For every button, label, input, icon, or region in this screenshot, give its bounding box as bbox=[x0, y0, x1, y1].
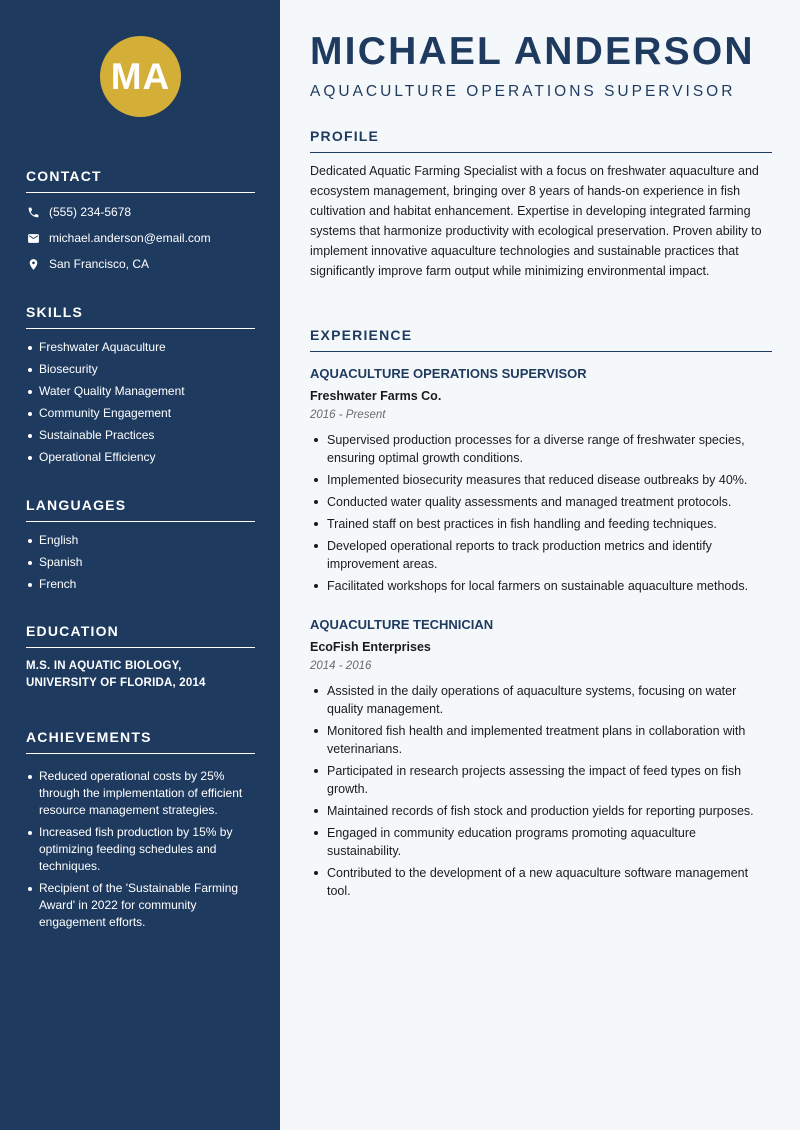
job-title: AQUACULTURE TECHNICIAN bbox=[310, 617, 494, 632]
language-item: French bbox=[26, 576, 255, 593]
contact-location: San Francisco, CA bbox=[49, 257, 150, 271]
education-section bbox=[26, 623, 255, 692]
job-bullet: Trained staff on best practices in fish handling and feeding techniques. bbox=[310, 515, 772, 533]
avatar bbox=[100, 36, 181, 117]
skills-list bbox=[26, 339, 255, 466]
job-dates: 2016 - Present bbox=[310, 409, 386, 421]
skill-item: Community Engagement bbox=[26, 405, 255, 422]
profile-heading: PROFILE bbox=[310, 128, 772, 153]
contact-phone-row bbox=[26, 203, 255, 221]
achievement-item: Reduced operational costs by 25% through the implementation of efficient resource management strategies. bbox=[26, 768, 255, 819]
achievement-item: Recipient of the 'Sustainable Farming Award' in 2022 for community engagement efforts. bbox=[26, 880, 255, 931]
job-bullet: Maintained records of fish stock and production yields for reporting purposes. bbox=[310, 802, 772, 820]
skill-item: Biosecurity bbox=[26, 361, 255, 378]
skill-item: Water Quality Management bbox=[26, 383, 255, 400]
languages-section bbox=[26, 497, 255, 598]
education-heading: EDUCATION bbox=[26, 623, 255, 648]
avatar-initials: MA bbox=[110, 55, 171, 97]
job-company: EcoFish Enterprises bbox=[310, 640, 431, 654]
job-bullet: Monitored fish health and implemented treatment plans in collaboration with veterinarians. bbox=[310, 722, 772, 758]
candidate-title: AQUACULTURE OPERATIONS SUPERVISOR bbox=[310, 83, 736, 100]
job-title: AQUACULTURE OPERATIONS SUPERVISOR bbox=[310, 366, 587, 381]
job-bullet: Facilitated workshops for local farmers on sustainable aquaculture methods. bbox=[310, 577, 772, 595]
location-pin-icon bbox=[26, 257, 40, 271]
education-entry: M.S. IN AQUATIC BIOLOGY, UNIVERSITY OF FLORIDA, 2014 bbox=[26, 660, 206, 689]
mail-icon bbox=[26, 231, 40, 245]
skill-item: Freshwater Aquaculture bbox=[26, 339, 255, 356]
job-bullet: Assisted in the daily operations of aquaculture systems, focusing on water quality management. bbox=[310, 682, 772, 718]
contact-section bbox=[26, 168, 255, 273]
job-bullet: Engaged in community education programs promoting aquaculture sustainability. bbox=[310, 824, 772, 860]
candidate-name: MICHAEL ANDERSON bbox=[310, 30, 755, 73]
job-dates: 2014 - 2016 bbox=[310, 660, 372, 672]
contact-email[interactable]: michael.anderson@email.com bbox=[49, 231, 211, 245]
languages-list bbox=[26, 532, 255, 593]
job-bullet: Participated in research projects assessing the impact of feed types on fish growth. bbox=[310, 762, 772, 798]
skill-item: Sustainable Practices bbox=[26, 427, 255, 444]
job-bullets bbox=[310, 431, 772, 595]
contact-location-row bbox=[26, 255, 255, 273]
experience-section bbox=[310, 327, 772, 352]
job-bullet: Contributed to the development of a new aquaculture software management tool. bbox=[310, 864, 772, 900]
contact-heading: CONTACT bbox=[26, 168, 255, 193]
contact-phone: (555) 234-5678 bbox=[49, 205, 132, 219]
job-company: Freshwater Farms Co. bbox=[310, 389, 442, 403]
language-item: Spanish bbox=[26, 554, 255, 571]
sidebar bbox=[0, 0, 280, 1130]
job-bullet: Implemented biosecurity measures that reduced disease outbreaks by 40%. bbox=[310, 471, 772, 489]
job-bullet: Conducted water quality assessments and managed treatment protocols. bbox=[310, 493, 772, 511]
skills-heading: SKILLS bbox=[26, 304, 255, 329]
skill-item: Operational Efficiency bbox=[26, 449, 255, 466]
experience-heading: EXPERIENCE bbox=[310, 327, 772, 352]
phone-icon bbox=[26, 205, 40, 219]
skills-section bbox=[26, 304, 255, 471]
achievements-section bbox=[26, 729, 255, 936]
achievements-list bbox=[26, 768, 255, 931]
profile-section bbox=[310, 128, 772, 281]
contact-email-row bbox=[26, 229, 255, 247]
job-entry bbox=[310, 617, 772, 904]
language-item: English bbox=[26, 532, 255, 549]
job-entry bbox=[310, 366, 772, 599]
profile-text: Dedicated Aquatic Farming Specialist with a focus on freshwater aquaculture and ecosystem management, bringing over 8 years of hands-on experience in fish cultivation and habitat enhancement. Expertise in developing integrated farming systems that harmonize productivity with ecological preservation. Proven ability to implement innovative aquaculture technologies and sustainable practices that significantly improve farm output while minimizing environmental impact. bbox=[310, 164, 762, 278]
languages-heading: LANGUAGES bbox=[26, 497, 255, 522]
job-bullet: Supervised production processes for a diverse range of freshwater species, ensuring optimal growth conditions. bbox=[310, 431, 772, 467]
achievement-item: Increased fish production by 15% by optimizing feeding schedules and techniques. bbox=[26, 824, 255, 875]
job-bullet: Developed operational reports to track production metrics and identify improvement areas. bbox=[310, 537, 772, 573]
job-bullets bbox=[310, 682, 772, 900]
achievements-heading: ACHIEVEMENTS bbox=[26, 729, 255, 754]
